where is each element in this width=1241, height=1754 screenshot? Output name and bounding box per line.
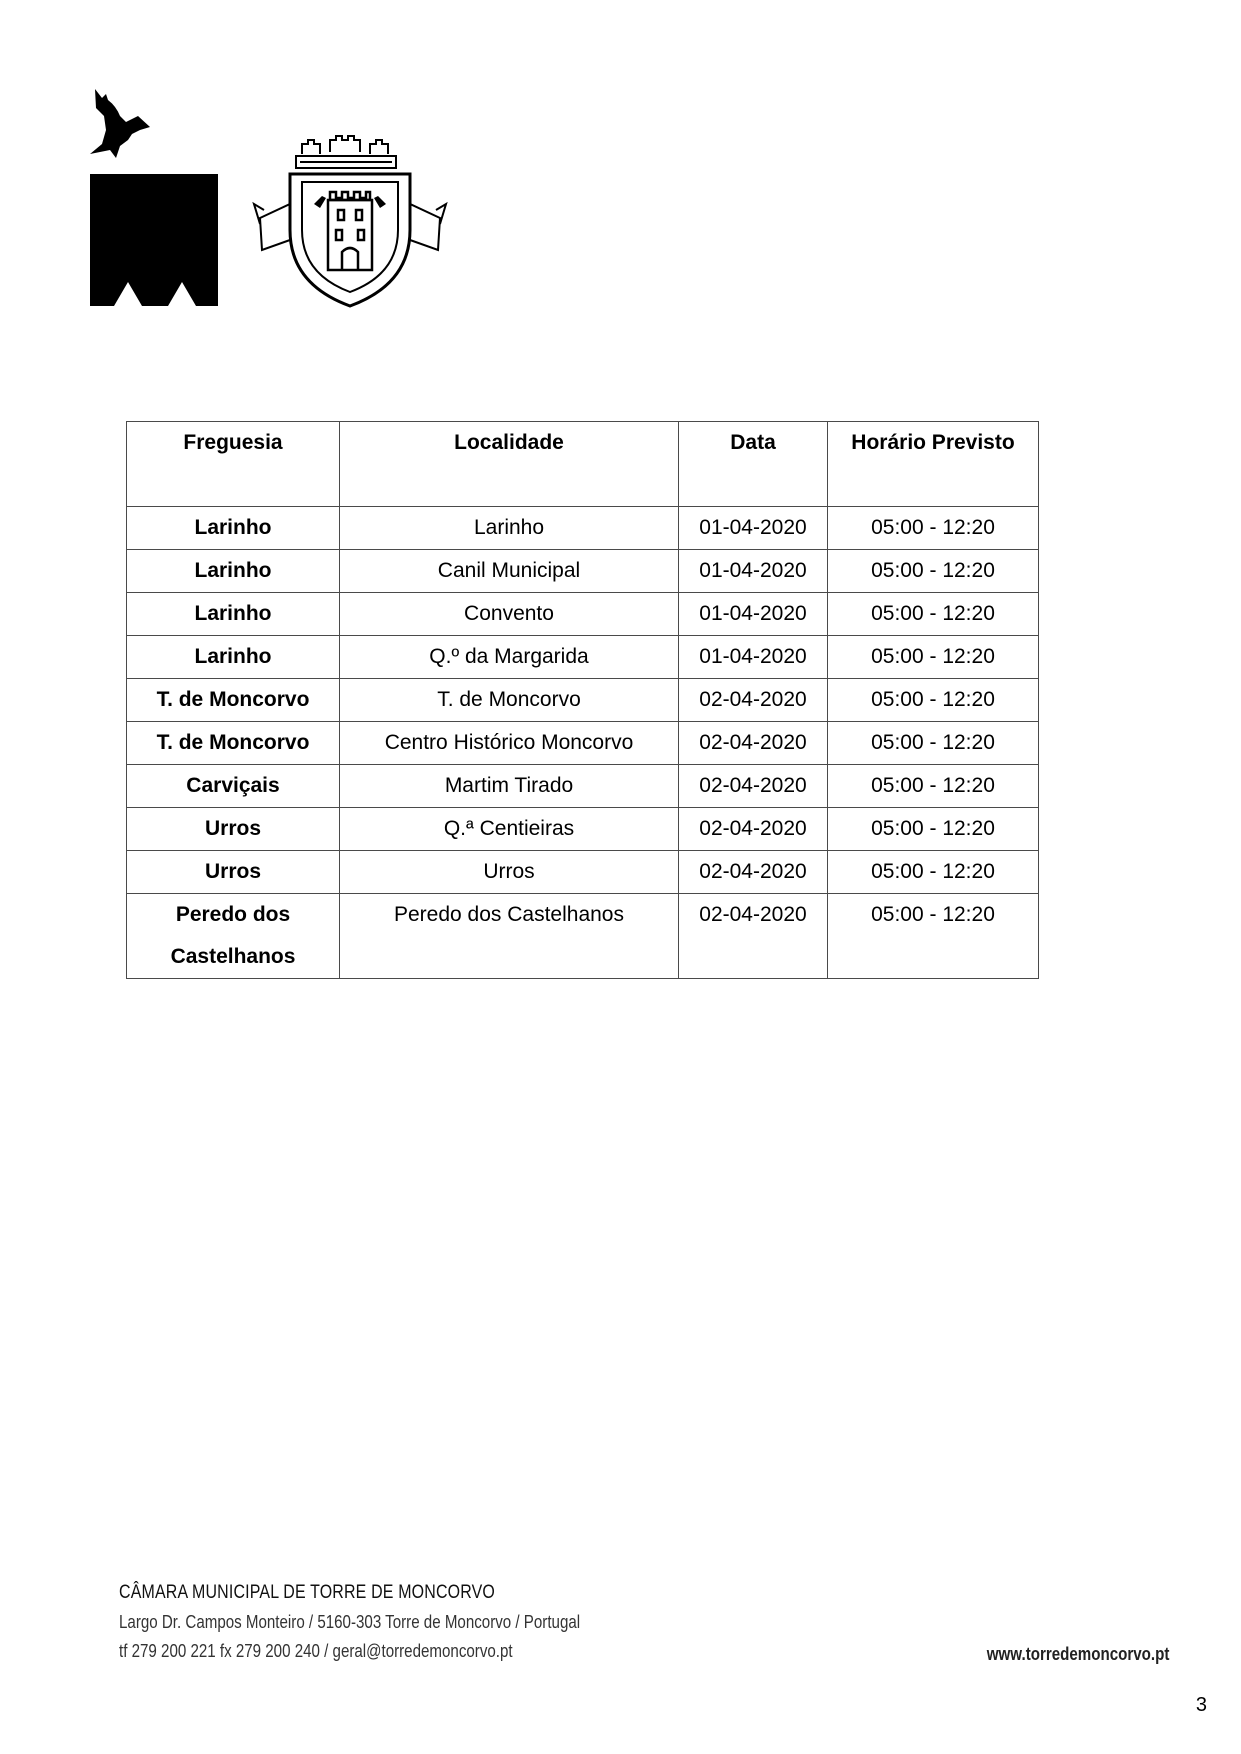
cell-localidade: Urros [340,851,679,894]
cell-data: 02-04-2020 [679,894,828,979]
cell-freguesia: Carviçais [127,765,340,808]
cell-data: 02-04-2020 [679,765,828,808]
cell-horario: 05:00 - 12:20 [828,722,1039,765]
cell-freguesia: T. de Moncorvo [127,722,340,765]
cell-freguesia: Peredo dos Castelhanos [127,894,340,979]
cell-freguesia: Urros [127,851,340,894]
cell-data: 02-04-2020 [679,679,828,722]
header-freguesia: Freguesia [127,422,340,507]
cell-horario: 05:00 - 12:20 [828,851,1039,894]
cell-localidade: Centro Histórico Moncorvo [340,722,679,765]
cell-localidade: Larinho [340,507,679,550]
table-row [127,550,1039,593]
cell-freguesia: Larinho [127,507,340,550]
cell-data: 01-04-2020 [679,636,828,679]
cell-data: 02-04-2020 [679,851,828,894]
cell-freguesia: Urros [127,808,340,851]
cell-horario: 05:00 - 12:20 [828,894,1039,979]
cell-freguesia: T. de Moncorvo [127,679,340,722]
cell-localidade: Peredo dos Castelhanos [340,894,679,979]
cell-data: 01-04-2020 [679,507,828,550]
cell-data: 01-04-2020 [679,593,828,636]
cell-horario: 05:00 - 12:20 [828,636,1039,679]
bird-over-m-logo-icon [86,86,220,308]
cell-localidade: Martim Tirado [340,765,679,808]
table-header-row [127,422,1039,507]
header-horario: Horário Previsto [828,422,1039,507]
table-row [127,851,1039,894]
cell-horario: 05:00 - 12:20 [828,593,1039,636]
cell-horario: 05:00 - 12:20 [828,765,1039,808]
footer [119,1578,580,1666]
page-number: 3 [1195,1694,1207,1716]
schedule-table [126,421,1039,979]
cell-localidade: Q.ª Centieiras [340,808,679,851]
cell-localidade: Q.º da Margarida [340,636,679,679]
table-row [127,507,1039,550]
cell-data: 02-04-2020 [679,722,828,765]
table-row [127,765,1039,808]
cell-localidade: Canil Municipal [340,550,679,593]
table-row [127,593,1039,636]
cell-data: 01-04-2020 [679,550,828,593]
cell-data: 02-04-2020 [679,808,828,851]
cell-horario: 05:00 - 12:20 [828,507,1039,550]
cell-freguesia: Larinho [127,550,340,593]
cell-localidade: Convento [340,593,679,636]
municipal-coat-of-arms-icon [250,134,450,310]
cell-localidade: T. de Moncorvo [340,679,679,722]
cell-horario: 05:00 - 12:20 [828,808,1039,851]
cell-freguesia: Larinho [127,593,340,636]
footer-address: Largo Dr. Campos Monteiro / 5160-303 Torre de Moncorvo / Portugal [119,1612,581,1632]
table-row [127,808,1039,851]
header-localidade: Localidade [340,422,679,507]
cell-horario: 05:00 - 12:20 [828,679,1039,722]
header-data: Data [679,422,828,507]
table-row [127,894,1039,979]
footer-website: www.torredemoncorvo.pt [986,1644,1169,1664]
table-row [127,722,1039,765]
footer-contacts: tf 279 200 221 fx 279 200 240 / geral@torredemoncorvo.pt [119,1641,513,1661]
cell-freguesia: Larinho [127,636,340,679]
footer-organization: CÂMARA MUNICIPAL DE TORRE DE MONCORVO [119,1582,496,1603]
cell-horario: 05:00 - 12:20 [828,550,1039,593]
table-row [127,636,1039,679]
table-row [127,679,1039,722]
